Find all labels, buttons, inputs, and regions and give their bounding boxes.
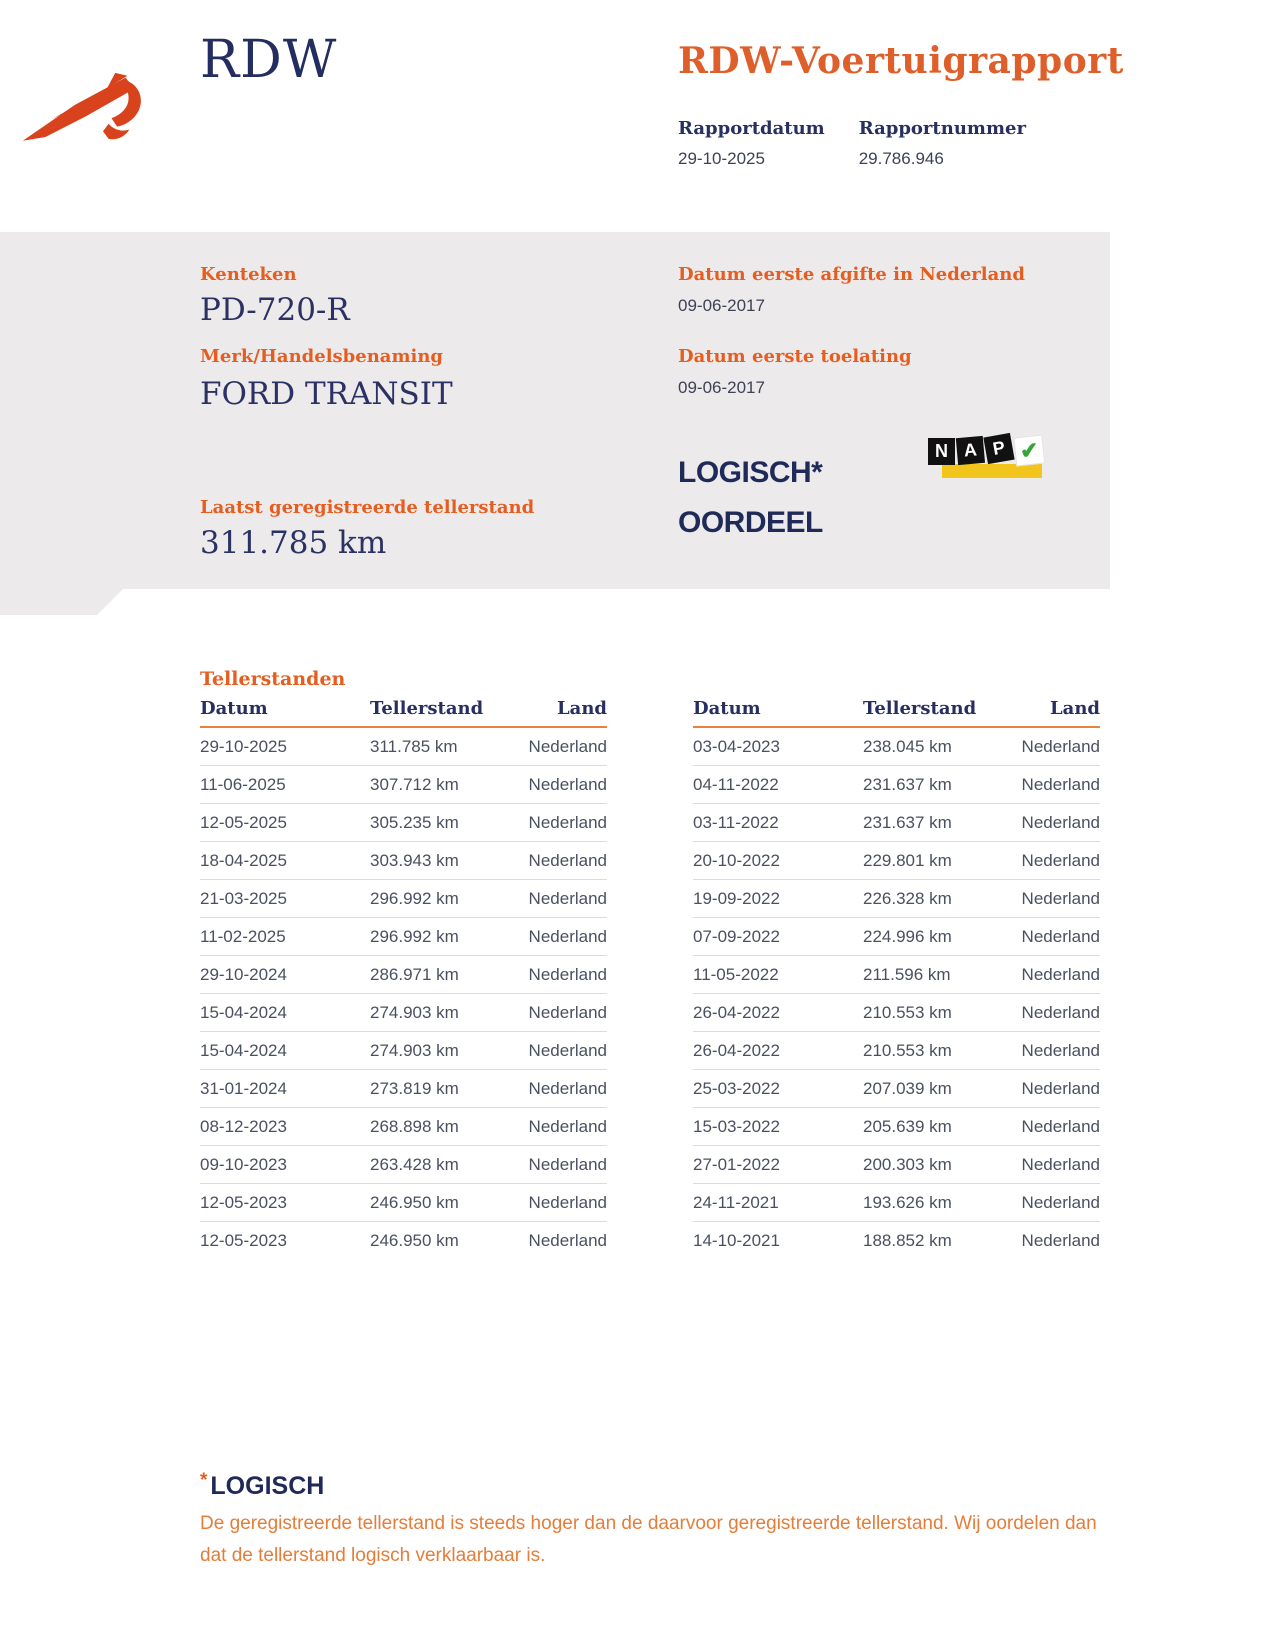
afgifte-value: 09-06-2017	[678, 296, 765, 315]
merk-label: Merk/Handelsbenaming	[200, 346, 444, 367]
row-country: Nederland	[1021, 1078, 1100, 1098]
column-header-tellerstand: Tellerstand	[863, 698, 977, 719]
row-odometer: 263.428 km	[370, 1154, 459, 1174]
footnote-text	[200, 1508, 1097, 1572]
row-date: 15-04-2024	[200, 1002, 287, 1022]
row-date: 19-09-2022	[693, 888, 780, 908]
row-date: 07-09-2022	[693, 926, 780, 946]
row-country: Nederland	[1021, 774, 1100, 794]
tellerstand-value: 311.785 km	[200, 525, 387, 561]
row-odometer: 231.637 km	[863, 812, 952, 832]
row-country: Nederland	[528, 1192, 607, 1212]
tellerstand-label: Laatst geregistreerde tellerstand	[200, 497, 535, 518]
row-odometer: 246.950 km	[370, 1192, 459, 1212]
merk-value: FORD TRANSIT	[200, 376, 453, 412]
row-date: 20-10-2022	[693, 850, 780, 870]
kenteken-value: PD-720-R	[200, 292, 350, 328]
row-odometer: 188.852 km	[863, 1230, 952, 1250]
table-row	[693, 1222, 1100, 1259]
row-odometer: 207.039 km	[863, 1078, 952, 1098]
row-odometer: 311.785 km	[370, 736, 458, 756]
table-row	[200, 842, 607, 880]
footnote-line1: De geregistreerde tellerstand is steeds hoger dan de daarvoor geregistreerde tellerstand. Wij oordelen dan	[200, 1513, 1097, 1534]
row-country: Nederland	[1021, 1154, 1100, 1174]
row-odometer: 273.819 km	[370, 1078, 459, 1098]
table-row	[693, 918, 1100, 956]
table-row	[200, 1222, 607, 1259]
row-date: 09-10-2023	[200, 1154, 287, 1174]
row-date: 29-10-2024	[200, 964, 287, 984]
report-meta	[678, 118, 1026, 169]
row-date: 15-03-2022	[693, 1116, 780, 1136]
row-odometer: 210.553 km	[863, 1040, 952, 1060]
row-odometer: 224.996 km	[863, 926, 952, 946]
row-country: Nederland	[528, 1230, 607, 1250]
row-odometer: 200.303 km	[863, 1154, 952, 1174]
row-odometer: 193.626 km	[863, 1192, 952, 1212]
row-odometer: 229.801 km	[863, 850, 952, 870]
row-date: 25-03-2022	[693, 1078, 780, 1098]
report-date-label: Rapportdatum	[678, 118, 825, 139]
row-date: 08-12-2023	[200, 1116, 287, 1136]
vehicle-summary-panel	[0, 232, 1110, 615]
meter-table-2	[693, 698, 1100, 1259]
row-country: Nederland	[528, 774, 607, 794]
column-header-land: Land	[557, 698, 607, 719]
row-country: Nederland	[528, 1002, 607, 1022]
table-row	[200, 1070, 607, 1108]
row-country: Nederland	[528, 1078, 607, 1098]
row-country: Nederland	[528, 964, 607, 984]
table-row	[693, 766, 1100, 804]
table-row	[693, 994, 1100, 1032]
row-odometer: 226.328 km	[863, 888, 952, 908]
row-date: 12-05-2025	[200, 812, 287, 832]
footnote-title-text: LOGISCH	[210, 1472, 325, 1500]
nap-letter-tile: N	[928, 438, 955, 465]
row-odometer: 205.639 km	[863, 1116, 952, 1136]
table-row	[200, 1146, 607, 1184]
row-odometer: 238.045 km	[863, 736, 952, 756]
column-header-tellerstand: Tellerstand	[370, 698, 484, 719]
table-row	[200, 1032, 607, 1070]
row-date: 03-04-2023	[693, 736, 780, 756]
report-number-value: 29.786.946	[858, 149, 944, 168]
table-row	[693, 1108, 1100, 1146]
row-odometer: 286.971 km	[370, 964, 459, 984]
row-country: Nederland	[528, 1040, 607, 1060]
column-header-datum: Datum	[200, 698, 268, 719]
row-country: Nederland	[1021, 1040, 1100, 1060]
footnote-line2: dat de tellerstand logisch verklaarbaar is.	[200, 1545, 546, 1566]
row-date: 26-04-2022	[693, 1040, 780, 1060]
row-country: Nederland	[528, 850, 607, 870]
oordeel-verdict	[678, 448, 823, 548]
table-rows	[693, 728, 1100, 1259]
row-odometer: 211.596 km	[863, 964, 951, 984]
table-row	[693, 1146, 1100, 1184]
row-country: Nederland	[1021, 1230, 1100, 1250]
row-country: Nederland	[1021, 1192, 1100, 1212]
kenteken-label: Kenteken	[200, 264, 297, 285]
row-date: 04-11-2022	[693, 774, 779, 794]
footnote-title	[200, 1470, 324, 1501]
row-odometer: 296.992 km	[370, 926, 459, 946]
report-number-label: Rapportnummer	[858, 118, 1026, 139]
rdw-feather-logo-icon	[20, 60, 152, 148]
toelating-label: Datum eerste toelating	[678, 346, 912, 367]
nap-letter-tile: P	[983, 433, 1014, 464]
nap-tiles	[928, 438, 1044, 467]
tellerstanden-heading: Tellerstanden	[200, 668, 346, 690]
meter-table-1	[200, 698, 607, 1259]
row-country: Nederland	[1021, 736, 1100, 756]
column-header-land: Land	[1050, 698, 1100, 719]
report-number-block	[859, 118, 1026, 169]
row-date: 21-03-2025	[200, 888, 287, 908]
table-row	[200, 994, 607, 1032]
asterisk-marker: *	[200, 1470, 208, 1491]
table-row	[200, 918, 607, 956]
row-odometer: 231.637 km	[863, 774, 952, 794]
row-date: 12-05-2023	[200, 1192, 287, 1212]
table-row	[200, 1108, 607, 1146]
nap-logo	[928, 438, 1048, 480]
table-rows	[200, 728, 607, 1259]
oordeel-line2: OORDEEL	[678, 506, 823, 539]
row-odometer: 305.235 km	[370, 812, 459, 832]
table-row	[693, 842, 1100, 880]
row-date: 11-05-2022	[693, 964, 779, 984]
rdw-logotype: RDW	[200, 30, 338, 90]
table-header	[200, 698, 607, 728]
table-row	[200, 956, 607, 994]
table-row	[693, 1032, 1100, 1070]
row-odometer: 303.943 km	[370, 850, 459, 870]
row-date: 11-06-2025	[200, 774, 286, 794]
table-row	[693, 728, 1100, 766]
nap-checkmark-icon: ✔	[1013, 435, 1045, 467]
table-row	[200, 880, 607, 918]
row-date: 11-02-2025	[200, 926, 286, 946]
table-row	[200, 728, 607, 766]
row-country: Nederland	[528, 1154, 607, 1174]
row-odometer: 296.992 km	[370, 888, 459, 908]
table-header	[693, 698, 1100, 728]
row-country: Nederland	[1021, 812, 1100, 832]
row-country: Nederland	[1021, 964, 1100, 984]
row-odometer: 274.903 km	[370, 1040, 459, 1060]
row-country: Nederland	[528, 812, 607, 832]
report-date-value: 29-10-2025	[678, 149, 765, 168]
row-date: 12-05-2023	[200, 1230, 287, 1250]
row-odometer: 274.903 km	[370, 1002, 459, 1022]
row-odometer: 210.553 km	[863, 1002, 952, 1022]
column-header-datum: Datum	[693, 698, 761, 719]
table-row	[200, 766, 607, 804]
afgifte-label: Datum eerste afgifte in Nederland	[678, 264, 1025, 285]
row-country: Nederland	[1021, 926, 1100, 946]
toelating-value: 09-06-2017	[678, 378, 765, 397]
row-date: 26-04-2022	[693, 1002, 780, 1022]
table-row	[693, 880, 1100, 918]
row-country: Nederland	[1021, 850, 1100, 870]
row-date: 03-11-2022	[693, 812, 779, 832]
row-date: 29-10-2025	[200, 736, 287, 756]
report-date-block	[678, 118, 825, 169]
row-country: Nederland	[528, 926, 607, 946]
row-date: 15-04-2024	[200, 1040, 287, 1060]
row-date: 14-10-2021	[693, 1230, 780, 1250]
row-country: Nederland	[1021, 1116, 1100, 1136]
row-date: 24-11-2021	[693, 1192, 779, 1212]
row-country: Nederland	[528, 1116, 607, 1136]
table-row	[200, 804, 607, 842]
table-row	[693, 1184, 1100, 1222]
row-date: 27-01-2022	[693, 1154, 780, 1174]
row-date: 18-04-2025	[200, 850, 287, 870]
row-date: 31-01-2024	[200, 1078, 287, 1098]
row-country: Nederland	[1021, 1002, 1100, 1022]
row-country: Nederland	[1021, 888, 1100, 908]
page-title: RDW-Voertuigrapport	[678, 40, 1124, 82]
row-odometer: 246.950 km	[370, 1230, 459, 1250]
table-row	[693, 956, 1100, 994]
nap-letter-tile: A	[956, 436, 985, 465]
row-country: Nederland	[528, 736, 607, 756]
table-row	[200, 1184, 607, 1222]
oordeel-line1: LOGISCH*	[678, 456, 823, 489]
table-row	[693, 1070, 1100, 1108]
table-row	[693, 804, 1100, 842]
row-country: Nederland	[528, 888, 607, 908]
row-odometer: 307.712 km	[370, 774, 459, 794]
row-odometer: 268.898 km	[370, 1116, 459, 1136]
